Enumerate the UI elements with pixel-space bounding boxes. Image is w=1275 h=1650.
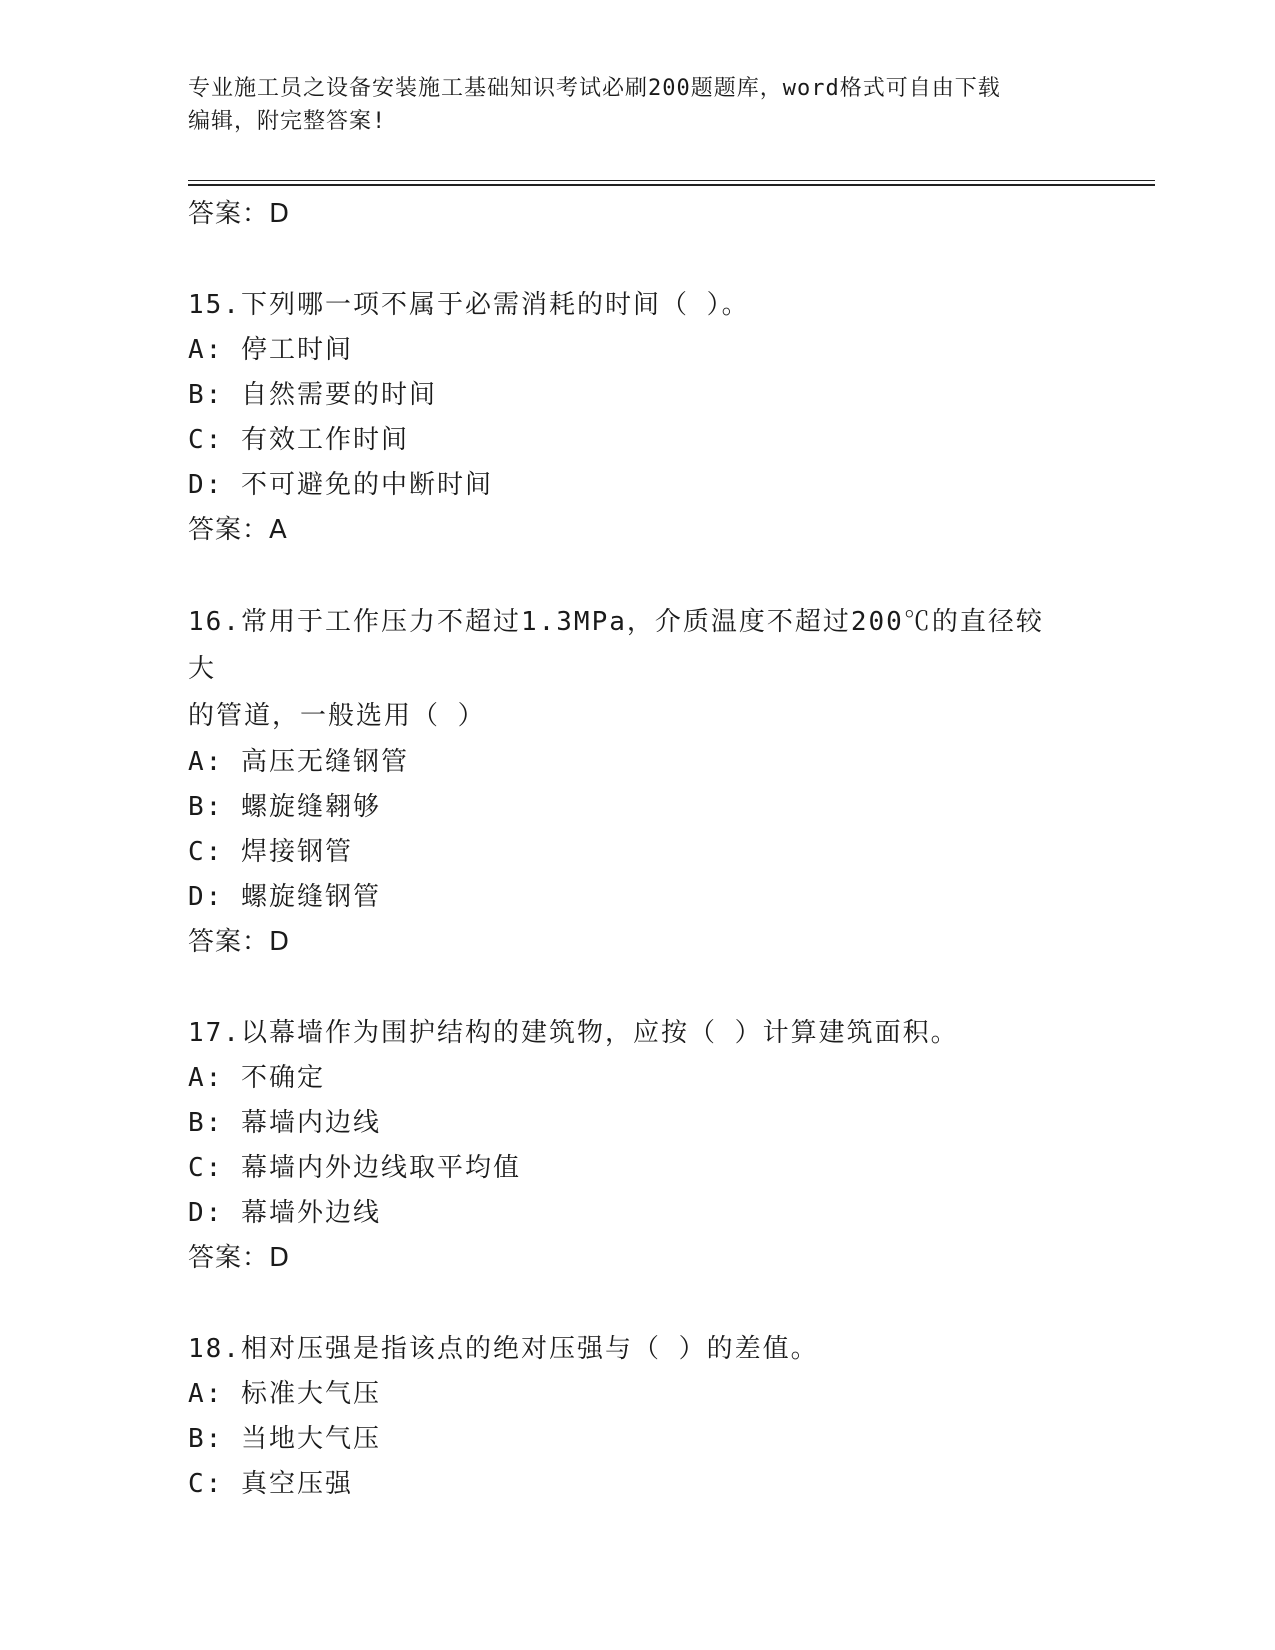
option-c: C: 真空压强 [188, 1469, 353, 1499]
option-b: B: 当地大气压 [188, 1424, 381, 1454]
option-b: B: 自然需要的时间 [188, 380, 437, 410]
option-a: A: 停工时间 [188, 335, 353, 365]
answer-line: 答案：A [188, 515, 288, 545]
option-d: D: 螺旋缝钢管 [188, 882, 381, 912]
option-a: A: 高压无缝钢管 [188, 747, 409, 777]
option-b: B: 幕墙内边线 [188, 1108, 381, 1138]
question-stem-line-1: 16.常用于工作压力不超过1.3MPa，介质温度不超过200℃的直径较大 [188, 607, 1044, 684]
question-16 [188, 599, 1088, 965]
option-d: D: 幕墙外边线 [188, 1198, 381, 1228]
question-17 [188, 1011, 1088, 1281]
header-divider-bottom [188, 184, 1155, 186]
question-stem: 18.相对压强是指该点的绝对压强与（ ）的差值。 [188, 1334, 819, 1364]
option-a: A: 不确定 [188, 1063, 325, 1093]
previous-answer: 答案：D [188, 199, 291, 229]
option-b: B: 螺旋缝翱够 [188, 792, 381, 822]
answer-line: 答案：D [188, 1243, 291, 1273]
option-d: D: 不可避免的中断时间 [188, 470, 493, 500]
question-18 [188, 1327, 1088, 1507]
option-c: C: 有效工作时间 [188, 425, 409, 455]
question-stem [188, 599, 1068, 740]
question-stem-line-2: 的管道，一般选用（ ） [188, 701, 486, 731]
question-stem: 17.以幕墙作为围护结构的建筑物，应按（ ）计算建筑面积。 [188, 1018, 959, 1048]
question-list [188, 192, 1088, 1507]
question-stem: 15.下列哪一项不属于必需消耗的时间（ ）。 [188, 290, 750, 320]
answer-line: 答案：D [188, 927, 291, 957]
header-line-1: 专业施工员之设备安装施工基础知识考试必刷200题题库，word格式可自由下载 [188, 76, 1001, 101]
header-line-2: 编辑，附完整答案! [188, 109, 387, 134]
document-header [188, 72, 1088, 138]
option-c: C: 幕墙内外边线取平均值 [188, 1153, 521, 1183]
option-a: A: 标准大气压 [188, 1379, 381, 1409]
option-c: C: 焊接钢管 [188, 837, 353, 867]
question-15 [188, 283, 1088, 553]
header-divider-top [188, 180, 1155, 181]
